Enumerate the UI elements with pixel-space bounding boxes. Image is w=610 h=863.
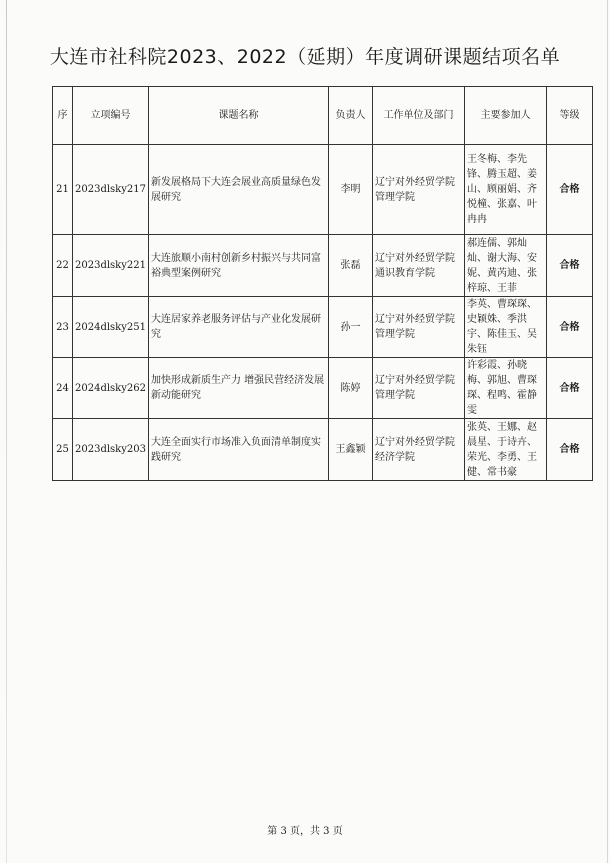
cell-leader: 王鑫颖 xyxy=(329,419,373,481)
cell-grade: 合格 xyxy=(547,235,593,297)
cell-unit: 辽宁对外经贸学院管理学院 xyxy=(373,297,465,358)
cell-no: 22 xyxy=(53,235,73,297)
document-title: 大连市社科院2023、2022（延期）年度调研课题结项名单 xyxy=(49,46,561,68)
header-code: 立项编号 xyxy=(73,87,149,145)
cell-leader: 张磊 xyxy=(329,235,373,297)
cell-topic: 大连居家养老服务评估与产业化发展研究 xyxy=(149,297,329,358)
scan-edge-right xyxy=(607,0,608,863)
results-table xyxy=(52,86,593,481)
table-row xyxy=(53,419,593,481)
table-header-row xyxy=(53,87,593,145)
cell-leader: 孙一 xyxy=(329,297,373,358)
scan-edge-left xyxy=(6,0,7,863)
cell-unit: 辽宁对外经贸学院经济学院 xyxy=(373,419,465,481)
cell-grade: 合格 xyxy=(547,358,593,419)
cell-members: 郝连儒、郭灿灿、谢大海、安妮、黄芮迪、张梓琼、王菲 xyxy=(465,235,547,297)
cell-no: 23 xyxy=(53,297,73,358)
cell-no: 21 xyxy=(53,145,73,235)
table-row xyxy=(53,145,593,235)
cell-topic: 新发展格局下大连会展业高质量绿色发展研究 xyxy=(149,145,329,235)
cell-unit: 辽宁对外经贸学院管理学院 xyxy=(373,358,465,419)
cell-members: 许彩霞、孙晓梅、郭旭、曹琛琛、程鸣、霍静雯 xyxy=(465,358,547,419)
cell-members: 李英、曹琛琛、史颖姝、季洪宇、陈佳玉、吴朱钰 xyxy=(465,297,547,358)
cell-code: 2023dlsky203 xyxy=(73,419,149,481)
cell-grade: 合格 xyxy=(547,145,593,235)
cell-unit: 辽宁对外经贸学院管理学院 xyxy=(373,145,465,235)
header-leader: 负责人 xyxy=(329,87,373,145)
cell-grade: 合格 xyxy=(547,297,593,358)
cell-topic: 加快形成新质生产力 增强民营经济发展新动能研究 xyxy=(149,358,329,419)
header-no: 序 xyxy=(53,87,73,145)
table-row xyxy=(53,297,593,358)
cell-topic: 大连全面实行市场准入负面清单制度实践研究 xyxy=(149,419,329,481)
cell-members: 王冬梅、李先锋、腾玉超、姜山、顾丽娟、齐悦橦、张嘉、叶冉冉 xyxy=(465,145,547,235)
header-unit: 工作单位及部门 xyxy=(373,87,465,145)
cell-code: 2023dlsky217 xyxy=(73,145,149,235)
header-topic: 课题名称 xyxy=(149,87,329,145)
cell-code: 2023dlsky221 xyxy=(73,235,149,297)
table-row xyxy=(53,235,593,297)
cell-members: 张英、王娜、赵晨星、于诗卉、荣光、李勇、王健、常书豪 xyxy=(465,419,547,481)
cell-topic: 大连旅顺小南村创新乡村振兴与共同富裕典型案例研究 xyxy=(149,235,329,297)
page-number-footer: 第 3 页，共 3 页 xyxy=(267,826,343,837)
cell-no: 24 xyxy=(53,358,73,419)
cell-unit: 辽宁对外经贸学院通识教育学院 xyxy=(373,235,465,297)
cell-no: 25 xyxy=(53,419,73,481)
cell-code: 2024dlsky262 xyxy=(73,358,149,419)
header-members: 主要参加人 xyxy=(465,87,547,145)
cell-grade: 合格 xyxy=(547,419,593,481)
header-grade: 等级 xyxy=(547,87,593,145)
cell-leader: 陈婷 xyxy=(329,358,373,419)
table-row xyxy=(53,358,593,419)
cell-code: 2024dlsky251 xyxy=(73,297,149,358)
cell-leader: 李明 xyxy=(329,145,373,235)
